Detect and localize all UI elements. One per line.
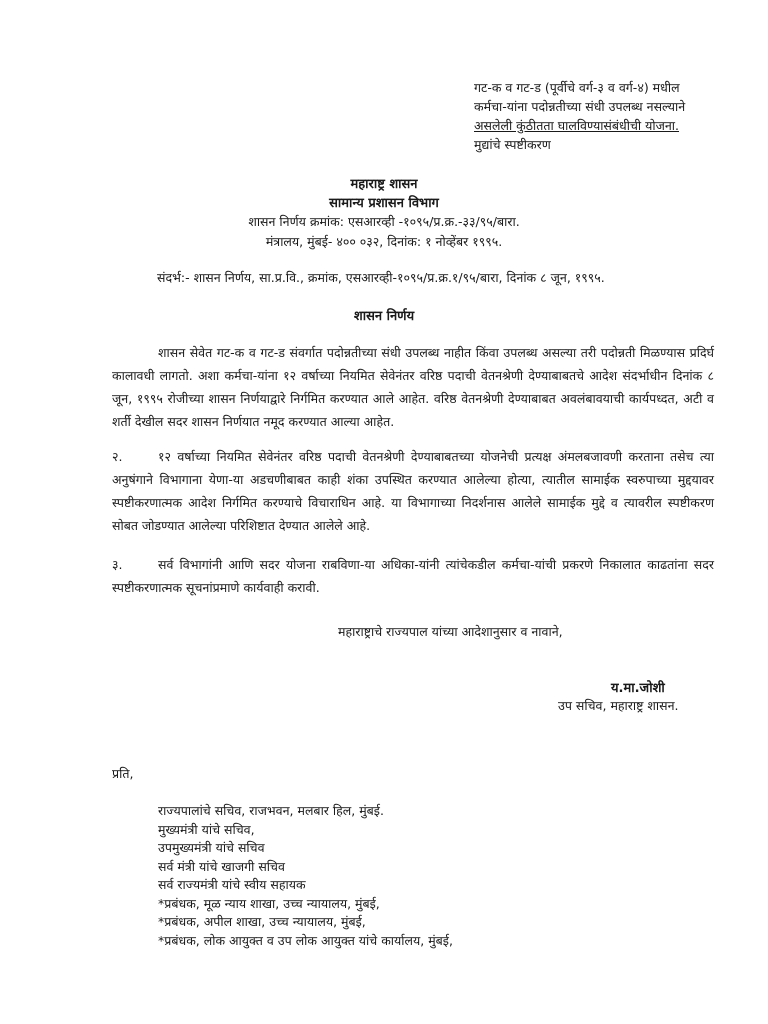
paragraph-1	[112, 341, 714, 433]
recipient-item: *प्रबंधक, अपील शाखा, उच्च न्यायालय, मुंबई,	[158, 914, 366, 929]
decision-heading: शासन निर्णय	[353, 309, 415, 324]
signatory-name: य.मा.जोशी	[611, 681, 665, 696]
recipient-list	[158, 802, 453, 950]
recipient-item: सर्व राज्यमंत्री यांचे स्वीय सहायक	[158, 877, 306, 892]
reference-line: संदर्भ:- शासन निर्णय, सा.प्र.वि., क्रमांक, एसआरव्ही-१०९५/प्र.क्र.१/९५/बारा, दिनांक ८ जून, १९९५.	[157, 270, 605, 285]
subject-line-1: गट-क व गट-ड (पूर्वीचे वर्ग-३ व वर्ग-४) मधील	[474, 80, 680, 95]
paragraph-3	[112, 553, 714, 599]
order-line: महाराष्ट्राचे राज्यपाल यांच्या आदेशानुसार व नावाने,	[338, 624, 563, 639]
paragraph-1-text: शासन सेवेत गट-क व गट-ड संवर्गात पदोन्नतीच्या संधी उपलब्ध नाहीत किंवा उपलब्ध असल्या तरी पदोन्नती मिळण्यास प्रदिर्घ कालावधी लागतो. अशा कर्मचा-यांना १२ वर्षाच्या नियमित सेवेनंतर वरिष्ठ पदाची वेतनश्रेणी देण्याबाबतचे आदेश संदर्भाधीन दिनांक ८ जून, १९९५ रोजीच्या शासन निर्णयाद्वारे निर्गमित करण्यात आले आहेत. वरिष्ठ वेतनश्रेणी देण्याबाबत अवलंबावयाची कार्यपध्दत, अटी व शर्ती देखील सदर शासन निर्णयात नमूद करण्यात आल्या आहेत.	[112, 345, 714, 429]
place-date: मंत्रालय, मुंबई- ४०० ०३२, दिनांक: १ नोव्हेंबर १९९५.	[265, 234, 503, 249]
recipient-item: मुख्यमंत्री यांचे सचिव,	[158, 821, 255, 837]
department-name: सामान्य प्रशासन विभाग	[329, 196, 439, 211]
gr-number: शासन निर्णय क्रमांक: एसआरव्ही -१०९५/प्र.क्र.-३३/९५/बारा.	[248, 214, 520, 229]
recipient-item: राज्यपालांचे सचिव, राजभवन, मलबार हिल, मुंबई.	[158, 803, 384, 818]
recipient-item: *प्रबंधक, मूळ न्याय शाखा, उच्च न्यायालय, मुंबई,	[158, 895, 380, 911]
recipient-item: उपमुख्यमंत्री यांचे सचिव	[158, 840, 265, 855]
recipient-item: सर्व मंत्री यांचे खाजगी सचिव	[158, 858, 285, 874]
paragraph-2-number: २.	[112, 449, 123, 464]
to-label: प्रति,	[112, 766, 134, 781]
paragraph-2-text: १२ वर्षाच्या नियमित सेवेनंतर वरिष्ठ पदाची वेतनश्रेणी देण्याबाबतच्या योजनेची प्रत्यक्ष अंमलबजावणी करताना तसेच त्या अनुषंगाने विभागाना येणा-या अडचणीबाबत काही शंका उपस्थित करण्यात आलेल्या होत्या, त्यातील सामाईक स्वरुपाच्या मुद्दयावर स्पष्टीकरणात्मक आदेश निर्गमित करण्याचे विचाराधिन आहे. या विभागाच्या निदर्शनास आलेले सामाईक मुद्दे व त्यावरील स्पष्टीकरण सोबत जोडण्यात आलेल्या परिशिष्टात देण्यात आलेले आहे.	[112, 449, 714, 533]
paragraph-3-text: सर्व विभागांनी आणि सदर योजना राबविणा-या अधिका-यांनी त्यांचेकडील कर्मचा-यांची प्रकरणे निकालात काढतांना सदर स्पष्टीकरणात्मक सूचनांप्रमाणे कार्यवाही करावी.	[112, 557, 714, 595]
subject-block	[474, 78, 685, 154]
government-name: महाराष्ट्र शासन	[350, 177, 418, 192]
subject-line-3: असलेली कुंठीतता घालविण्यासंबंधीची योजना.	[474, 118, 680, 133]
paragraph-2	[112, 445, 714, 537]
subject-line-4: मुद्यांचे स्पष्टीकरण	[474, 137, 551, 152]
recipient-item: *प्रबंधक, लोक आयुक्त व उप लोक आयुक्त यांचे कार्यालय, मुंबई,	[158, 932, 453, 948]
subject-line-2: कर्मचा-यांना पदोन्नतीच्या संधी उपलब्ध नसल्याने	[474, 99, 686, 114]
paragraph-3-number: ३.	[112, 557, 123, 572]
signatory-designation: उप सचिव, महाराष्ट्र शासन.	[558, 698, 679, 713]
